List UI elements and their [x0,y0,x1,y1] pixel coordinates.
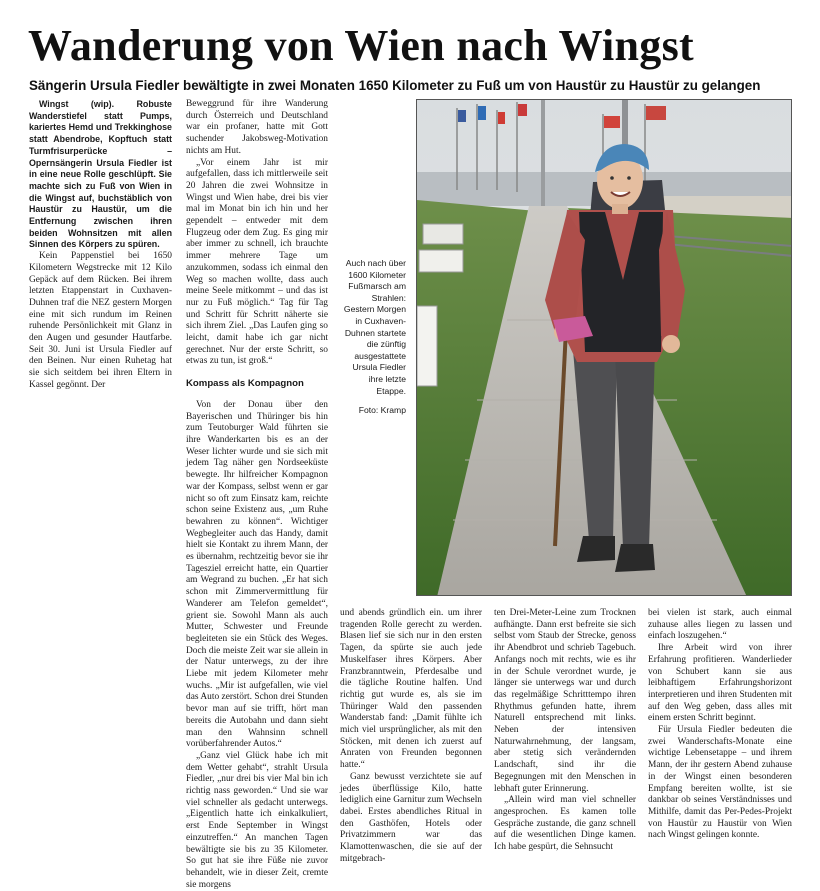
body-paragraph: und abends gründlich ein. um ihrer tragenden Rolle gerecht zu werden. Blasen lief sie sich nur in den ersten Tagen, da spürte sie auch jede Muskelfaser ihres Körpers. Aber Franzbranntwein, Pferdesalbe und die tägliche Routine halfen. Und richtig gut wurde es, als sie im Thüringer Wald den passenden Wanderstab fand: „Damit fühlte ich mich viel ursprünglicher, als mit den Stöcken, mit denen ich zuerst auf Anraten von Freunden begonnen hatte.“ [340,608,482,771]
lead-paragraph: Wingst (wip). Robuste Wanderstiefel statt Pumps, kariertes Hemd und Trekkinghose statt Abendrobe, Kopftuch statt Turmfrisurperücke – Opernsängerin Ursula Fiedler ist in eine neue Rolle geschlüpft. Sie machte sich zu Fuß von Wien in die Wingst auf, buchstäblich von Haustür zu Haustür, um die Entfernung zwischen ihren beiden Wohnsitzen mit allen Sinnen des Körpers zu spüren. [29,99,172,250]
caption-text: Auch nach über 1600 Kilometer Fußmarsch am Strahlen: Gestern Morgen in Cuxhaven-Duhnen startete die zünftig ausgestattete Ursula Fiedler ihre letzte Etappe. [343,258,406,396]
body-paragraph: ten Drei-Meter-Leine zum Trocknen aufhängte. Dann erst befreite sie sich selbst vom Staub der Strecke, genoss ihr Abendbrot und schrieb Tagebuch. Anfangs noch mit rechts, wie es ihr in der Schule verordnet wurde, je länger sie unterwegs war und durch das regelmäßige Schritttempo ihren Rhythmus gefunden hatte, ihrem Naturell entsprechend mit links. Neben der intensiven Naturwahrnehmung, der langsam, aber stetig sich verändernden Landschaft, sind ihr die Begegnungen mit den Menschen in lebhaft guter Erinnerung. [494,608,636,794]
body-paragraph: „Vor einem Jahr ist mir aufgefallen, dass ich mittlerweile seit 20 Jahren die zwei Wohnsitze in Wingst und Wien habe, drei bis vier mal im Monat bin ich hin und her gependelt – entweder mit dem Flugzeug oder dem Zug. Es ging mir aber immer zu schnell, ich brauchte immer mehrere Tage um anzukommen, sodass ich einmal den Weg so machen wollte, dass auch meine Seele mitkommt – und das ist nur zu Fuß möglich.“ Tag für Tag und Schritt für Schritt näherte sie sich ihrem Ziel. „Das Laufen ging so leicht, damit habe ich gar nicht gerechnet. Nur der erste Schritt, so etwas zu tun, ist groß.“ [186,157,328,367]
photo-credit: Foto: Kramp [358,405,406,416]
headline: Wanderung von Wien nach Wingst [28,21,694,70]
body-paragraph: Beweggrund für ihre Wanderung durch Österreich und Deutschland war ein profaner, hatte mit Gott suchender Jakobsweg-Motivation nichts am Hut. [186,99,328,156]
column-5 [648,608,792,842]
column-4 [494,608,636,854]
subheadline: Sängerin Ursula Fiedler bewältigte in zwei Monaten 1650 Kilometer zu Fuß um von Haustür zu Haustür zu gelangen [29,78,761,93]
column-3 [340,608,482,865]
body-paragraph: „Allein wird man viel schneller angesprochen. Es kamen tolle Gespräche zustande, die ganz schnell auf die wesentlichen Dinge kamen. Ich habe gespürt, die Sehnsucht [494,795,636,853]
column-2 [186,99,328,891]
column-1 [29,99,172,392]
body-paragraph: „Ganz viel Glück habe ich mit dem Wetter gehabt“, strahlt Ursula Fiedler, „nur drei bis vier Mal bin ich richtig nass geworden.“ Und sie war viel schneller als gedacht unterwegs. „Eigentlich hatte ich einkalkuliert, erst Ende September in Wingst einzutreffen.“ An manchen Tagen bewältigte sie bis zu 35 Kilometer. So gut hat sie ihre Füße nie zuvor behandelt, wie in dieser Zeit, cremte sie morgens [186,750,328,890]
hiker-photo [417,100,792,596]
lamp-post [541,100,545,220]
crosshead: Kompass als Kompagnon [186,378,304,390]
photo [416,99,792,596]
body-paragraph: Kein Pappenstiel bei 1650 Kilometern Wegstrecke mit 12 Kilo Gepäck auf dem Rücken. Bei ihrem letzten Etappenstart in Cuxhaven-Duhnen traf die NEZ gestern Morgen eine mit sich rundum im Reinen ruhende Persönlichkeit mit Glanz in den Augen und gesunder Hautfarbe. Seit 30. Juni ist Ursula Fiedler auf den Beinen. Nur einen Ruhetag hat sie sich seitdem bei ihren Eltern in Kassel gegönnt. Der [29,251,172,390]
body-paragraph: Für Ursula Fiedler bedeuten die zwei Wanderschafts-Monate eine wichtige Lebensetappe – und ihrem Mann, der ihr gestern Abend zuhause in der Wingst einen besonderen Empfang bereiten wollte, ist sie dankbar ob seines Verständnisses und Mithilfe, damit das Per-Pedes-Projekt von Haustür zu Haustür von Wien nach Wingst gelingen konnte. [648,725,792,841]
body-paragraph: bei vielen ist stark, auch einmal zuhause alles liegen zu lassen und einfach loszugehen.“ [648,608,792,642]
body-paragraph: Ganz bewusst verzichtete sie auf jedes überflüssige Kilo, hatte lediglich eine Garnitur zum Wechseln dabei. Erstes abendliches Ritual in den Gasthöfen, Hotels oder Privatzimmern war das Klamottenwaschen, die sie auf der mitgebrach- [340,771,482,864]
photo-caption [340,258,406,417]
body-paragraph: Ihre Arbeit wird von ihrer Erfahrung profitieren. Wanderlieder von Schubert kann sie aus leibhaftigem Erfahrungshorizont interpretieren und ihren Studenten mit auf den Weg geben, dass alles mit einem ersten Schritt beginnt. [648,643,792,724]
body-paragraph: Von der Donau über den Bayerischen und Thüringer bis hin zum Teutoburger Wald führten sie ihre Wanderkarten bis es an der Weser lichter wurde und sie sich mit jedem Tag näher gen Nordseeküste bewegte. Ihr hilfreicher Kompagnon war der Kompass, selbst wenn er gar nicht so oft zum Einsatz kam, reichte schon seine Existenz aus, „um Ruhe bewahren zu können“. Wichtiger Wegbegleiter auch das Handy, damit hielt sie Kontakt zu ihrem Mann, der es übernahm, rechtzeitig bevor sie ihr Tagesziel erreicht hatte, ein Quartier am Wegrand zu buchen. „Er hat sich schon mit Zimmervermittlung für Wanderer am Telefon gemeldet“, grient sie. Sowohl Mann als auch Mutter, Schwester und Freunde begleiteten sie ein Stück des Weges. Doch die meiste Zeit war sie allein in der Natur unterwegs, zu der ihre Liebe mit jedem Kilometer mehr wuchs. „Mir ist aufgefallen, wie viel das Auto zerstört. Schon drei Stunden bevor man auf sie trifft, hört man bereits die Autobahn und dann sieht man den Wahnsinn schnell vorüberfahrender Autos.“ [186,399,328,750]
